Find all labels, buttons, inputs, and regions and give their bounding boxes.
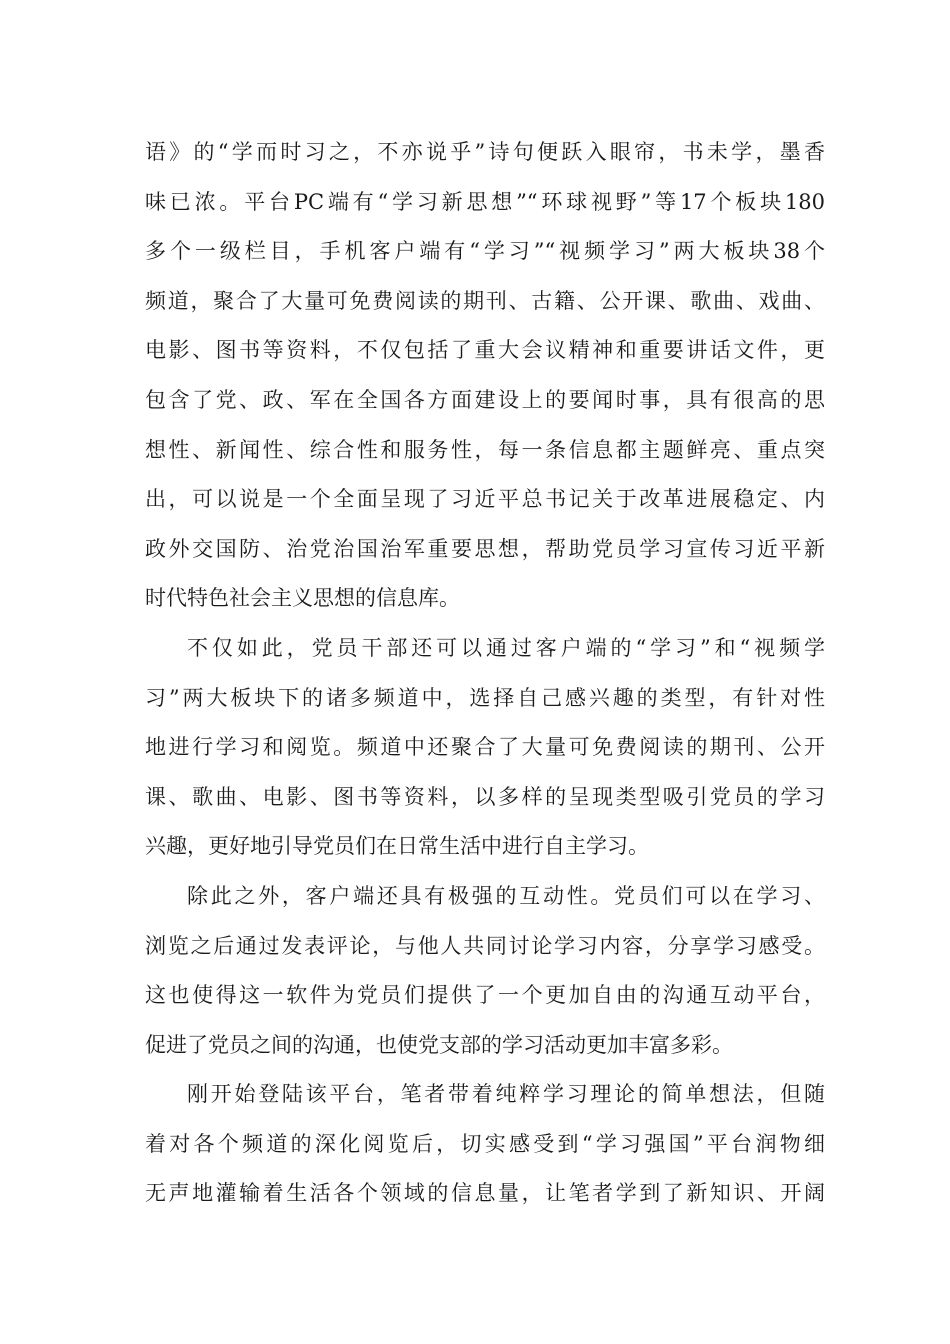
paragraph-first-line: 不仅如此，党员干部还可以通过客户端的“学习”和“视频学 xyxy=(187,635,825,660)
text-line: 味已浓。平台PC端有“学习新思想”“环球视野”等17个板块180 xyxy=(145,189,825,214)
text-line: 兴趣，更好地引导党员们在日常生活中进行自主学习。 xyxy=(145,834,649,859)
body-text xyxy=(145,128,825,1219)
paragraph-first-line: 刚开始登陆该平台，笔者带着纯粹学习理论的简单想法，但随 xyxy=(187,1082,825,1107)
text-line: 频道，聚合了大量可免费阅读的期刊、古籍、公开课、歌曲、戏曲、 xyxy=(145,288,825,313)
text-line: 促进了党员之间的沟通，也使党支部的学习活动更加丰富多彩。 xyxy=(145,1032,733,1057)
text-line: 出，可以说是一个全面呈现了习近平总书记关于改革进展稳定、内 xyxy=(145,487,825,512)
text-line: 着对各个频道的深化阅览后，切实感受到“学习强国”平台润物细 xyxy=(145,1131,825,1156)
text-line: 浏览之后通过发表评论，与他人共同讨论学习内容，分享学习感受。 xyxy=(145,933,825,958)
text-line: 习”两大板块下的诸多频道中，选择自己感兴趣的类型，有针对性 xyxy=(145,685,825,710)
text-line: 电影、图书等资料，不仅包括了重大会议精神和重要讲话文件，更 xyxy=(145,338,825,363)
text-line: 想性、新闻性、综合性和服务性，每一条信息都主题鲜亮、重点突 xyxy=(145,437,825,462)
text-line: 多个一级栏目，手机客户端有“学习”“视频学习”两大板块38个 xyxy=(145,239,825,264)
text-line: 包含了党、政、军在全国各方面建设上的要闻时事，具有很高的思 xyxy=(145,387,825,412)
text-line: 时代特色社会主义思想的信息库。 xyxy=(145,586,460,611)
paragraph-first-line: 除此之外，客户端还具有极强的互动性。党员们可以在学习、 xyxy=(187,883,825,908)
text-line: 政外交国防、治党治国治军重要思想，帮助党员学习宣传习近平新 xyxy=(145,536,825,561)
text-line: 地进行学习和阅览。频道中还聚合了大量可免费阅读的期刊、公开 xyxy=(145,735,825,760)
text-line: 无声地灌输着生活各个领域的信息量，让笔者学到了新知识、开阔 xyxy=(145,1181,825,1206)
text-line: 这也使得这一软件为党员们提供了一个更加自由的沟通互动平台， xyxy=(145,983,825,1008)
text-line: 语》的“学而时习之，不亦说乎”诗句便跃入眼帘，书未学，墨香 xyxy=(145,140,825,164)
text-line: 课、歌曲、电影、图书等资料，以多样的呈现类型吸引党员的学习 xyxy=(145,784,825,809)
